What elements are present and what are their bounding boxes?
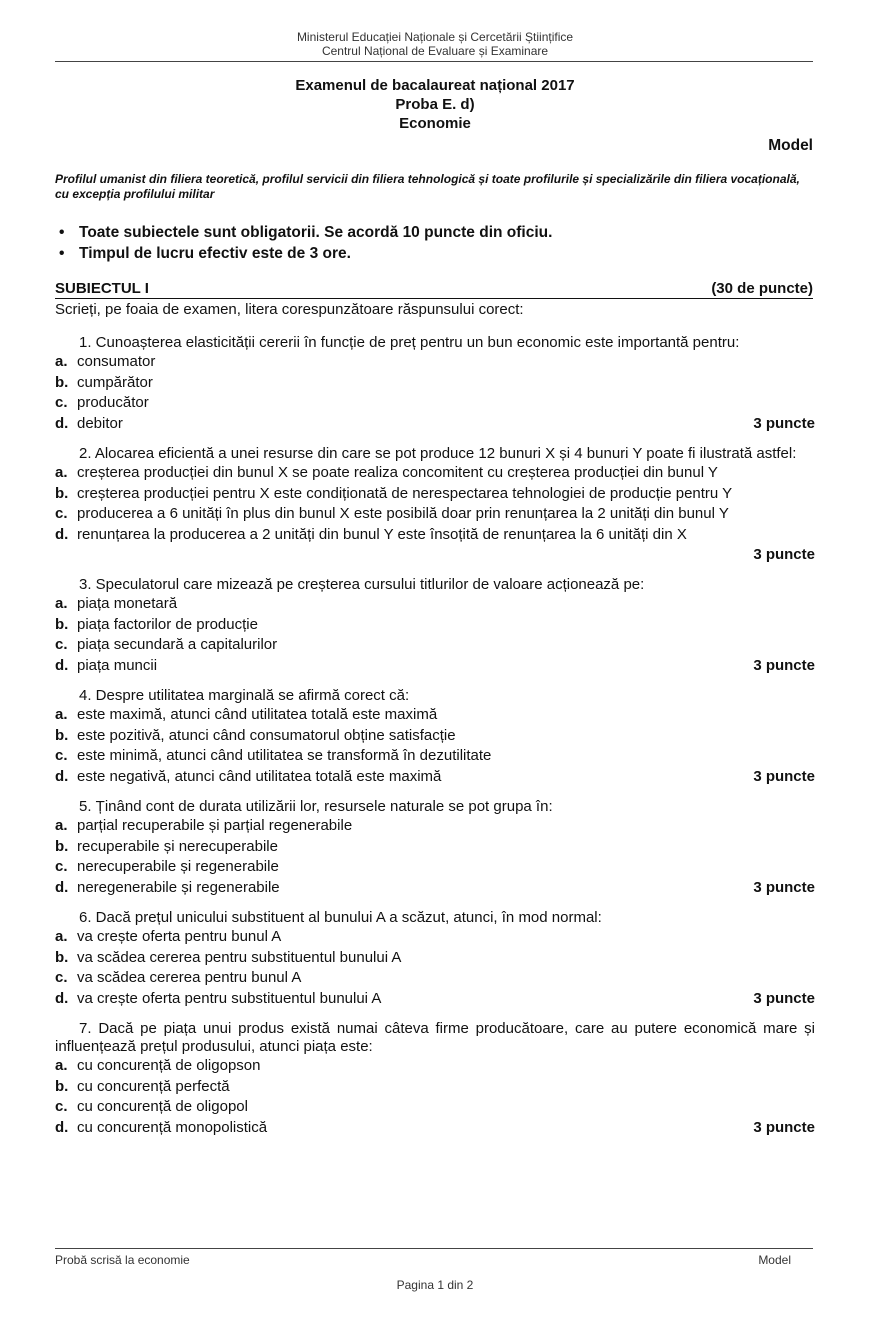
question-4 <box>55 687 815 787</box>
profile-note: Profilul umanist din filiera teoretică, profilul servicii din filiera tehnologică și toate profilurile și specializările din filiera vocațională, cu excepția profilului militar <box>55 172 800 201</box>
option-d: d. neregenerabile și regenerabile 3 puncte <box>55 878 815 899</box>
option-b: b. piața factorilor de producție <box>55 615 258 633</box>
question-stem: 6. Dacă prețul unicului substituent al bunului A a scăzut, atunci, în mod normal: <box>79 909 602 926</box>
rule-text: Timpul de lucru efectiv este de 3 ore. <box>79 245 351 262</box>
option-c: c. nerecuperabile și regenerabile <box>55 858 279 875</box>
question-points: 3 puncte <box>753 546 815 563</box>
option-c: c. producător <box>55 394 149 411</box>
model-label: Model <box>768 137 813 154</box>
option-c: c. piața secundară a capitalurilor <box>55 636 278 653</box>
question-7 <box>55 1020 815 1138</box>
option-a: a. consumator <box>55 353 156 370</box>
exam-title: Examenul de bacalaureat național 2017 <box>295 77 575 94</box>
question-5 <box>55 798 815 898</box>
option-b: b. va scădea cererea pentru substituentul bunului A <box>55 948 402 966</box>
rule-item <box>55 222 815 243</box>
question-points: 3 puncte <box>753 414 815 432</box>
footer-left: Probă scrisă la economie <box>55 1253 190 1267</box>
option-d: d. cu concurență monopolistică 3 puncte <box>55 1118 815 1139</box>
rule-item <box>55 243 815 264</box>
option-a: a. este maximă, atunci când utilitatea totală este maximă <box>55 706 438 723</box>
question-stem: 1. Cunoașterea elasticității cererii în funcție de preț pentru un bun economic este importantă pentru: <box>79 334 740 351</box>
option-d: d. piața muncii 3 puncte <box>55 656 815 677</box>
section-header <box>55 280 813 299</box>
option-c: c. producerea a 6 unități în plus din bunul X este posibilă doar prin renunțarea la 2 unități din bunul Y <box>55 505 729 522</box>
option-a: a. creșterea producției din bunul X se poate realiza concomitent cu creșterea producției din bunul Y <box>55 464 718 481</box>
header-divider <box>55 61 813 62</box>
question-stem: 7. Dacă pe piața unui produs există numai câteva firme producătoare, care au putere economică mare și influențează prețul produsului, atunci piața este: <box>55 1020 815 1055</box>
question-points: 3 puncte <box>753 656 815 674</box>
footer-right: Model <box>758 1253 791 1267</box>
option-b: b. recuperabile și nerecuperabile <box>55 837 278 855</box>
rules-list <box>55 222 815 264</box>
question-stem: 4. Despre utilitatea marginală se afirmă corect că: <box>79 687 410 704</box>
option-a: a. cu concurență de oligopson <box>55 1057 261 1074</box>
probe-title: Proba E. d) <box>395 96 475 113</box>
bullet-icon: • <box>59 224 65 241</box>
page-number: Pagina 1 din 2 <box>396 1278 474 1292</box>
question-6 <box>55 909 815 1009</box>
section-points: (30 de puncte) <box>711 280 813 297</box>
section-title: SUBIECTUL I <box>55 280 149 297</box>
option-b: b. creșterea producției pentru X este condiționată de nerespectarea tehnologiei de producție pentru Y <box>55 484 733 502</box>
question-stem: 2. Alocarea eficientă a unei resurse din care se pot produce 12 bunuri X și 4 bunuri Y poate fi ilustrată astfel: <box>79 445 797 462</box>
question-stem: 3. Speculatorul care mizează pe creșterea cursului titlurilor de valoare acționează pe: <box>79 576 645 593</box>
option-b: b. este pozitivă, atunci când consumatorul obține satisfacție <box>55 726 456 744</box>
questions-list <box>55 334 815 1149</box>
question-points: 3 puncte <box>753 1118 815 1136</box>
option-b: b. cumpărător <box>55 373 153 391</box>
question-points: 3 puncte <box>753 989 815 1007</box>
option-c: c. cu concurență de oligopol <box>55 1098 248 1115</box>
question-2 <box>55 445 815 565</box>
question-3 <box>55 576 815 676</box>
option-a: a. va crește oferta pentru bunul A <box>55 928 282 945</box>
option-c: c. va scădea cererea pentru bunul A <box>55 969 302 986</box>
bullet-icon: • <box>59 245 65 262</box>
option-b: b. cu concurență perfectă <box>55 1077 230 1095</box>
ministry-name: Ministerul Educației Naționale și Cercetării Științifice <box>296 30 574 44</box>
section-instruction: Scrieți, pe foaia de examen, litera corespunzătoare răspunsului corect: <box>55 301 524 318</box>
center-name: Centrul Național de Evaluare și Examinare <box>321 44 549 58</box>
question-points: 3 puncte <box>753 767 815 785</box>
subject-title: Economie <box>399 115 471 132</box>
question-stem: 5. Ținând cont de durata utilizării lor, resursele naturale se pot grupa în: <box>79 798 553 815</box>
option-a: a. parțial recuperabile și parțial regenerabile <box>55 817 353 834</box>
question-points: 3 puncte <box>753 878 815 896</box>
option-d: d. renunțarea la producerea a 2 unități din bunul Y este însoțită de renunțarea la 6 unități din X <box>55 525 687 543</box>
option-d: d. va crește oferta pentru substituentul bunului A 3 puncte <box>55 989 815 1010</box>
rule-text: Toate subiectele sunt obligatorii. Se acordă 10 puncte din oficiu. <box>79 224 553 241</box>
option-d: d. debitor 3 puncte <box>55 414 815 435</box>
option-a: a. piața monetară <box>55 595 178 612</box>
option-d: d. este negativă, atunci când utilitatea totală este maximă 3 puncte <box>55 767 815 788</box>
question-1 <box>55 334 815 434</box>
footer-divider <box>55 1248 813 1249</box>
option-c: c. este minimă, atunci când utilitatea se transformă în dezutilitate <box>55 747 492 764</box>
